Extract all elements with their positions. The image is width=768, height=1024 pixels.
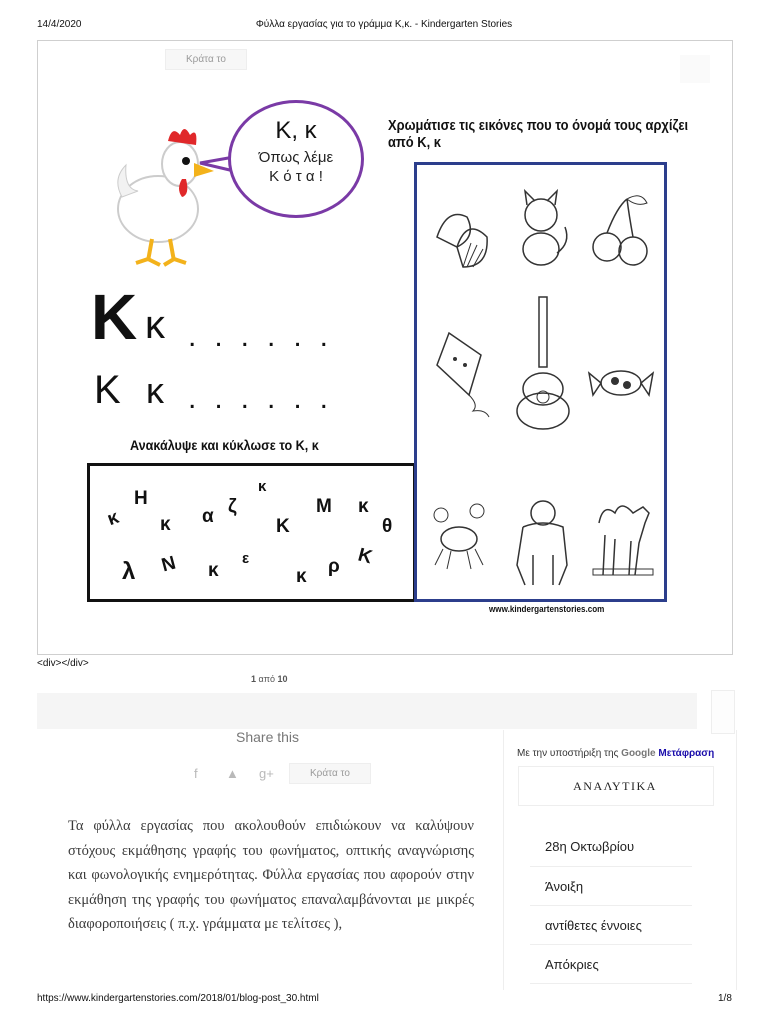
bubble-line2: Όπως λέμε [258, 149, 334, 166]
print-title: Φύλλα εργασίας για το γράμμα Κ,κ. - Kindergarten Stories [255, 19, 513, 30]
print-page: 1/8 [718, 993, 732, 1004]
trace-big-k-2: Κ [94, 368, 121, 412]
sidebar-divider [530, 944, 692, 945]
div-text: <div></div> [37, 658, 89, 669]
pin-placeholder [680, 55, 710, 83]
letter: Η [134, 488, 148, 509]
letter: κ [258, 478, 267, 495]
color-instruction: Χρωμάτισε τις εικόνες που το όνομά τους αρχίζει από Κ, κ [388, 117, 689, 151]
letter: λ [122, 558, 136, 585]
trace-small-k-2: κ [146, 370, 164, 411]
letter: ρ [328, 556, 340, 577]
letter: Κ [276, 516, 290, 537]
letter: θ [382, 516, 393, 537]
discover-instruction: Ανακάλυψε και κύκλωσε το Κ, κ [130, 437, 319, 453]
sidebar-item-carnival[interactable]: Απόκριες [545, 957, 599, 972]
hen-icon [108, 119, 228, 269]
pager-separator: από [258, 674, 275, 684]
translate-credit[interactable] [517, 748, 714, 759]
camel-icon [589, 483, 657, 578]
trace-big-k-1: K [91, 281, 138, 353]
letter: Ν [159, 552, 179, 577]
letter: κ [160, 514, 171, 535]
cherries-icon [587, 187, 655, 282]
trace-small-k-1: κ [145, 303, 165, 347]
sidebar-item-opposites[interactable]: αντίθετες έννοιες [545, 918, 642, 933]
trace-dots-2: ...... [188, 382, 347, 415]
translate-action[interactable]: Μετάφραση [658, 748, 715, 759]
google-plus-icon[interactable]: g+ [259, 766, 274, 781]
guitar-icon [509, 293, 577, 433]
article-paragraph: Τα φύλλα εργασίας που ακολουθούν επιδιώκουν να καλύψουν στόχους εκμάθησης γραφής του φωνήματος, οπτικής αναγνώρισης και φωνολογικής ενημερότητας. Φύλλα εργασίας που αφορούν στην εκμάθηση της γραφής του φωνήματος επαναλαμβάνονται με μικρές διαφοροποιήσεις ( π.χ. γράμματα με τελίτσες ), [68, 818, 474, 932]
sidebar-divider [530, 866, 692, 867]
translate-prefix: Με την υποστήριξη της [517, 748, 619, 759]
sidebar-divider [530, 983, 692, 984]
letter: κ [104, 506, 122, 531]
shells-icon [427, 187, 495, 282]
keep-button[interactable]: Κράτα το [165, 49, 247, 70]
sidebar-divider [530, 905, 692, 906]
print-url: https://www.kindergartenstories.com/2018/01/blog-post_30.html [37, 993, 319, 1004]
share-label: Share this [236, 729, 300, 743]
pictures-frame [414, 162, 667, 614]
letter: κ [296, 566, 307, 587]
print-date: 14/4/2020 [37, 19, 82, 30]
speech-bubble [228, 100, 364, 218]
candy-icon [587, 343, 655, 438]
bubble-letters: Κ, κ [275, 117, 317, 144]
kite-icon [429, 325, 497, 420]
facebook-icon[interactable]: f [194, 766, 198, 781]
ad-strip [37, 693, 697, 729]
twitter-icon[interactable]: ▲ [226, 766, 239, 781]
ad-thumbnail[interactable] [711, 690, 735, 734]
pager [251, 674, 287, 684]
website-label: www.kindergartenstories.com [489, 604, 605, 614]
sidebar-heading: ΑΝΑΛΥΤΙΚΑ [573, 779, 657, 793]
sidebar-item-spring[interactable]: Άνοιξη [545, 879, 584, 894]
trace-dots-1: ...... [188, 320, 347, 353]
pager-total: 10 [277, 674, 288, 684]
pager-current: 1 [251, 674, 257, 684]
letter: κ [358, 496, 369, 517]
letter: κ [208, 560, 219, 581]
sidebar-item-oct28[interactable]: 28η Οκτωβρίου [545, 839, 635, 854]
letter: α [202, 506, 214, 527]
letter: ζ [228, 496, 237, 517]
gorilla-icon [503, 495, 583, 590]
bubble-line3: Κ ό τ α ! [269, 168, 323, 185]
letter: ε [242, 550, 250, 567]
google-logo: Google [621, 748, 656, 759]
letter: Κ [355, 544, 375, 569]
cat-icon [507, 183, 575, 278]
crab-icon [427, 483, 495, 578]
letter: Μ [316, 496, 332, 517]
letters-box [87, 463, 416, 602]
share-keep-button[interactable]: Κράτα το [289, 763, 371, 784]
